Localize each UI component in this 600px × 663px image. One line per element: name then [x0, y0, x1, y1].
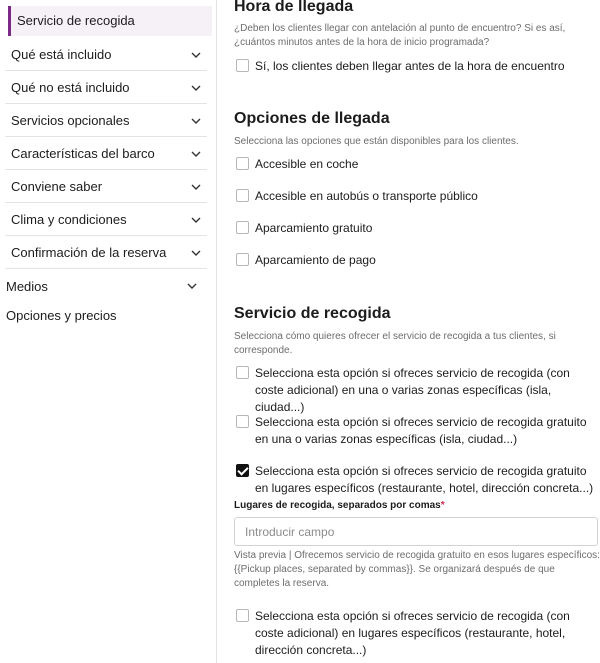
sidebar-item-caracteristicas-del-barco[interactable] [5, 137, 207, 170]
checkbox-label: Selecciona esta opción si ofreces servicio de recogida (con coste adicional) en una o varias zonas específicas (isla, ciudad...) [255, 366, 570, 414]
section-title-hora-de-llegada: Hora de llegada [234, 0, 354, 15]
sidebar-item-label: Opciones y precios [6, 308, 117, 323]
chevron-down-icon [189, 213, 203, 227]
sidebar-item-que-no-esta-incluido[interactable] [5, 71, 207, 104]
sidebar-item-confirmacion-de-la-reserva[interactable] [5, 236, 207, 269]
pickup-places-input[interactable] [234, 517, 598, 546]
sidebar-item-conviene-saber[interactable] [5, 170, 207, 203]
chevron-down-icon [185, 279, 199, 293]
sidebar-item-opciones-y-precios[interactable] [0, 300, 207, 330]
checkbox-label: Sí, los clientes deben llegar antes de la hora de encuentro [255, 59, 565, 73]
checkbox-label: Accesible en autobús o transporte público [255, 189, 478, 203]
sidebar-item-servicios-opcionales[interactable] [5, 104, 207, 137]
sidebar-item-label: Conviene saber [11, 179, 103, 194]
checkbox[interactable] [236, 157, 249, 170]
checkbox[interactable] [236, 253, 249, 266]
checkbox-label: Selecciona esta opción si ofreces servicio de recogida gratuito en lugares específicos (restaurante, hotel, dirección concreta...) [255, 464, 594, 495]
pickup-places-label [234, 500, 445, 511]
sidebar-item-que-esta-incluido[interactable] [5, 38, 207, 71]
checkbox-label: Accesible en coche [255, 157, 359, 171]
checkbox[interactable] [236, 59, 249, 72]
sidebar-item-label: Clima y condiciones [11, 212, 127, 227]
field-label-text: Lugares de recogida, separados por comas [234, 500, 441, 511]
section-description: Selecciona cómo quieres ofrecer el servicio de recogida a tus clientes, si corresponde. [234, 331, 556, 356]
sidebar-item-servicio-de-recogida[interactable] [8, 6, 212, 36]
sidebar-item-label: Servicios opcionales [11, 113, 130, 128]
chevron-down-icon [189, 246, 203, 260]
checkbox-label: Aparcamiento gratuito [255, 221, 373, 235]
chevron-down-icon [189, 81, 203, 95]
chevron-down-icon [189, 48, 203, 62]
checkbox[interactable] [236, 609, 249, 622]
required-mark: * [440, 500, 445, 511]
section-title-opciones-de-llegada: Opciones de llegada [234, 110, 390, 127]
sidebar-item-label: Qué no está incluido [11, 80, 130, 95]
chevron-down-icon [189, 147, 203, 161]
sidebar-item-label: Medios [6, 279, 48, 294]
checkbox[interactable] [236, 366, 249, 379]
sidebar-item-label: Confirmación de la reserva [11, 245, 167, 260]
sidebar-item-label: Qué está incluido [11, 47, 112, 62]
sidebar-item-clima-y-condiciones[interactable] [5, 203, 207, 236]
sidebar-item-medios[interactable] [0, 271, 207, 301]
checkbox-label: Selecciona esta opción si ofreces servicio de recogida (con coste adicional) en lugares específicos (restaurante, hotel, dirección concreta...) [255, 609, 570, 657]
checkbox[interactable] [236, 189, 249, 202]
pickup-preview-text: Vista previa | Ofrecemos servicio de recogida gratuito en esos lugares específicos: {{Pickup places, separated by commas}}. Se organizará después de que completes la reserva. [234, 550, 600, 589]
chevron-down-icon [189, 114, 203, 128]
section-description: ¿Deben los clientes llegar con antelación al punto de encuentro? Si es así, ¿cuántos minutos antes de la hora de inicio programada? [234, 23, 566, 48]
sidebar-item-label: Características del barco [11, 146, 155, 161]
checkbox-label: Selecciona esta opción si ofreces servicio de recogida gratuito en una o varias zonas específicas (isla, ciudad...) [255, 415, 587, 446]
sidebar [0, 0, 217, 663]
chevron-down-icon [189, 180, 203, 194]
checkbox[interactable] [236, 415, 249, 428]
check-icon[interactable] [236, 464, 249, 477]
section-title-servicio-de-recogida: Servicio de recogida [234, 305, 391, 322]
section-description: Selecciona las opciones que están disponibles para los clientes. [234, 136, 519, 147]
checkbox[interactable] [236, 221, 249, 234]
sidebar-item-label: Servicio de recogida [17, 13, 135, 28]
checkbox-label: Aparcamiento de pago [255, 253, 376, 267]
